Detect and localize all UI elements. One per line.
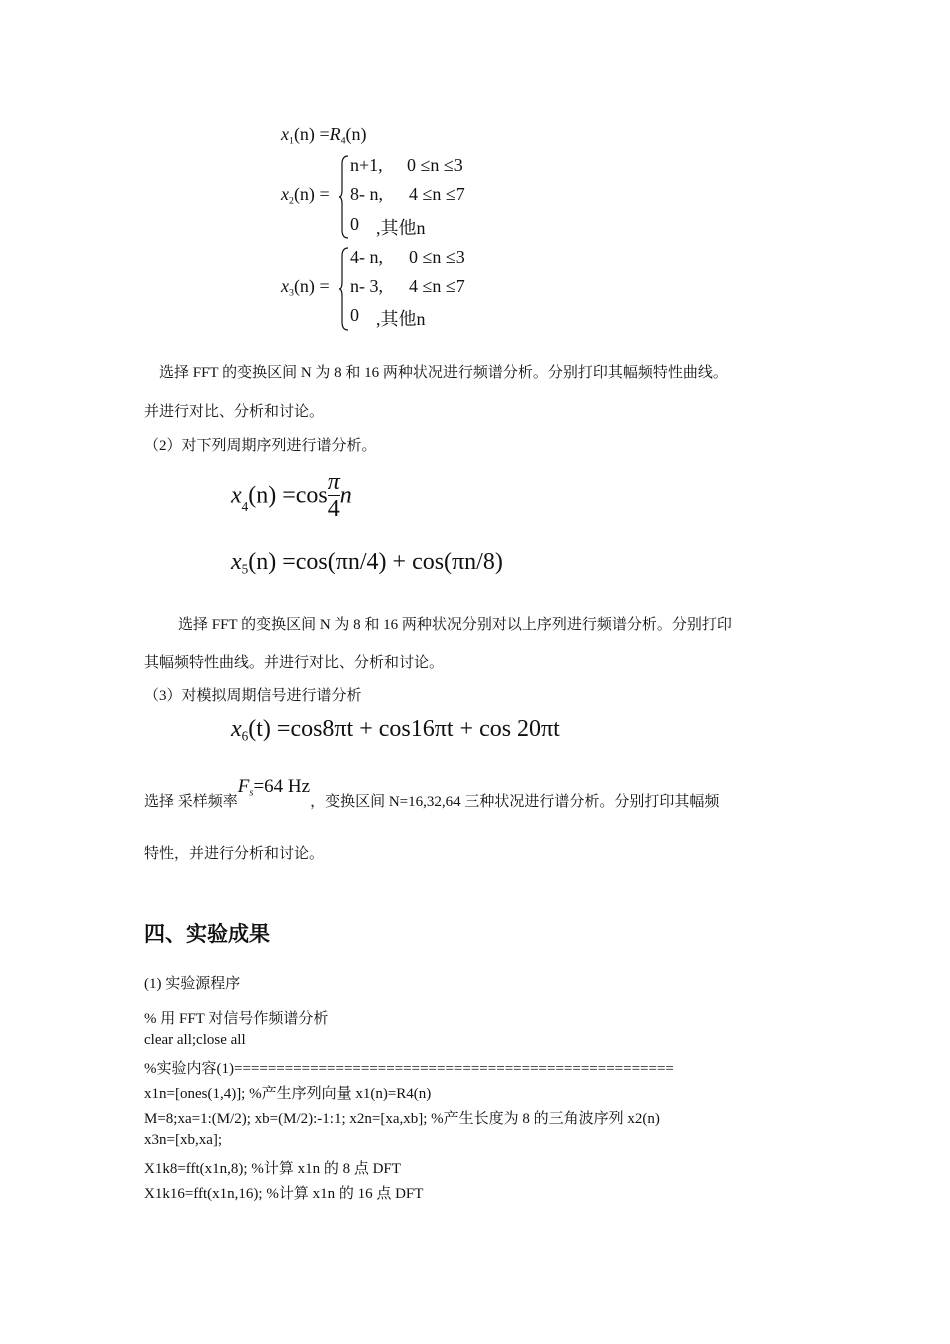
eq-x2-case-3-cond: ,其他n [376,218,426,238]
code-line-6: x3n=[xb,xa]; [144,1132,223,1148]
eq-x4-tail: n [339,482,352,509]
eq-x4-lhs-sub: 4 [241,499,249,515]
paragraph-3-line-1 [144,776,719,811]
eq-x1-lhs-var: x [281,124,289,144]
item-3-title: （3）对模拟周期信号进行谱分析 [144,688,362,704]
equation-x4 [231,470,352,521]
para3-suffix: ，变换区间 N=16,32,64 三种状况进行谱分析。分别打印其幅频 [310,794,720,810]
eq-x1-rhs-arg: (n) [345,124,367,144]
paragraph-2-line-1: 选择 FFT 的变换区间 N 为 8 和 16 两种状况分别对以上序列进行频谱分析。分别打印 [178,617,732,633]
equation-x1 [281,124,367,146]
eq-x3-lhs-var: x [281,276,289,296]
eq-x3-case-3-expr: 0 [350,305,359,325]
eq-x2-equals: = [319,184,330,204]
paragraph-1-line-2: 并进行对比、分析和讨论。 [144,404,325,420]
code-line-5: M=8;xa=1:(M/2); xb=(M/2):-1:1; x2n=[xa,xb]; %产生长度为 8 的三角波序列 x2(n) [144,1111,660,1127]
eq-x2-brace [338,154,350,240]
eq-x3-case-2-cond: 4 ≤n ≤7 [409,276,465,296]
eq-x3-case-1-cond: 0 ≤n ≤3 [409,247,465,267]
para3-prefix: 选择 采样频率 [144,794,238,810]
eq-x3-lhs-arg: (n) [293,276,315,296]
eq-x1-rhs-var: R [329,124,341,144]
paragraph-3-line-2: 特性，并进行分析和讨论。 [144,846,325,862]
eq-x1-lhs-sub: 1 [289,135,294,147]
eq-x3-case-3-cond: ,其他n [376,309,426,329]
eq-x3-case-2-expr: n- 3, [350,276,383,296]
para3-fs-var: F [237,776,250,797]
eq-x3-case-1-expr: 4- n, [350,247,383,267]
code-line-2: clear all;close all [144,1032,246,1048]
eq-x2-case-1-cond: 0 ≤n ≤3 [407,155,463,175]
eq-x2-case-3-expr: 0 [350,214,359,234]
eq-x5-lhs-arg: (n) [248,549,277,575]
para3-fs [238,776,310,797]
eq-x5-lhs-var: x [231,549,242,575]
eq-x6-lhs-arg: (t) [248,716,271,742]
equation-x6 [231,716,560,745]
eq-x4-frac-num: π [327,469,340,495]
eq-x1-equals: = [319,124,330,144]
eq-x3-lhs-sub: 3 [289,287,294,299]
code-line-1: % 用 FFT 对信号作频谱分析 [144,1011,329,1027]
eq-x4-lhs-arg: (n) [248,482,277,509]
eq-x2-lhs-var: x [281,184,289,204]
eq-x2-lhs-arg: (n) [293,184,315,204]
eq-x2-case-1-expr: n+1, [350,155,383,175]
eq-x2-case-2-expr: 8- n, [350,184,383,204]
equation-x5 [231,549,503,578]
eq-x4-fraction [328,470,340,521]
code-line-3: %实验内容(1)==================================================== [144,1061,674,1077]
eq-x4-cos: =cos [282,482,328,509]
para3-fs-val: =64 Hz [253,776,311,797]
eq-x3-brace [338,246,350,332]
paragraph-1-line-1: 选择 FFT 的变换区间 N 为 8 和 16 两种状况进行频谱分析。分别打印其幅频特性曲线。 [159,365,728,381]
code-line-4: x1n=[ones(1,4)]; %产生序列向量 x1(n)=R4(n) [144,1086,432,1102]
para3-fs-sub: s [249,787,254,799]
code-line-8: X1k16=fft(x1n,16); %计算 x1n 的 16 点 DFT [144,1186,424,1202]
eq-x6-rhs: =cos8πt + cos16πt + cos 20πt [276,716,560,742]
eq-x3-equals: = [319,276,330,296]
eq-x2-lhs-sub: 2 [289,195,294,207]
eq-x5-lhs-sub: 5 [241,561,249,577]
eq-x1-lhs-arg: (n) [293,124,315,144]
code-line-7: X1k8=fft(x1n,8); %计算 x1n 的 8 点 DFT [144,1161,401,1177]
paragraph-2-line-2: 其幅频特性曲线。并进行对比、分析和讨论。 [144,655,445,671]
eq-x2-lhs [281,184,330,206]
eq-x5-rhs: =cos(πn/4) + cos(πn/8) [282,549,503,575]
eq-x4-frac-den: 4 [327,496,340,522]
eq-x6-lhs-sub: 6 [241,728,249,744]
eq-x4-lhs-var: x [231,482,242,509]
item-2-title: （2）对下列周期序列进行谱分析。 [144,438,377,454]
eq-x3-lhs [281,276,330,298]
eq-x1-rhs-sub: 4 [340,135,346,147]
sub-heading: (1) 实验源程序 [144,976,241,992]
section-heading: 四、实验成果 [144,922,270,946]
eq-x2-case-2-cond: 4 ≤n ≤7 [409,184,465,204]
eq-x6-lhs-var: x [231,716,242,742]
